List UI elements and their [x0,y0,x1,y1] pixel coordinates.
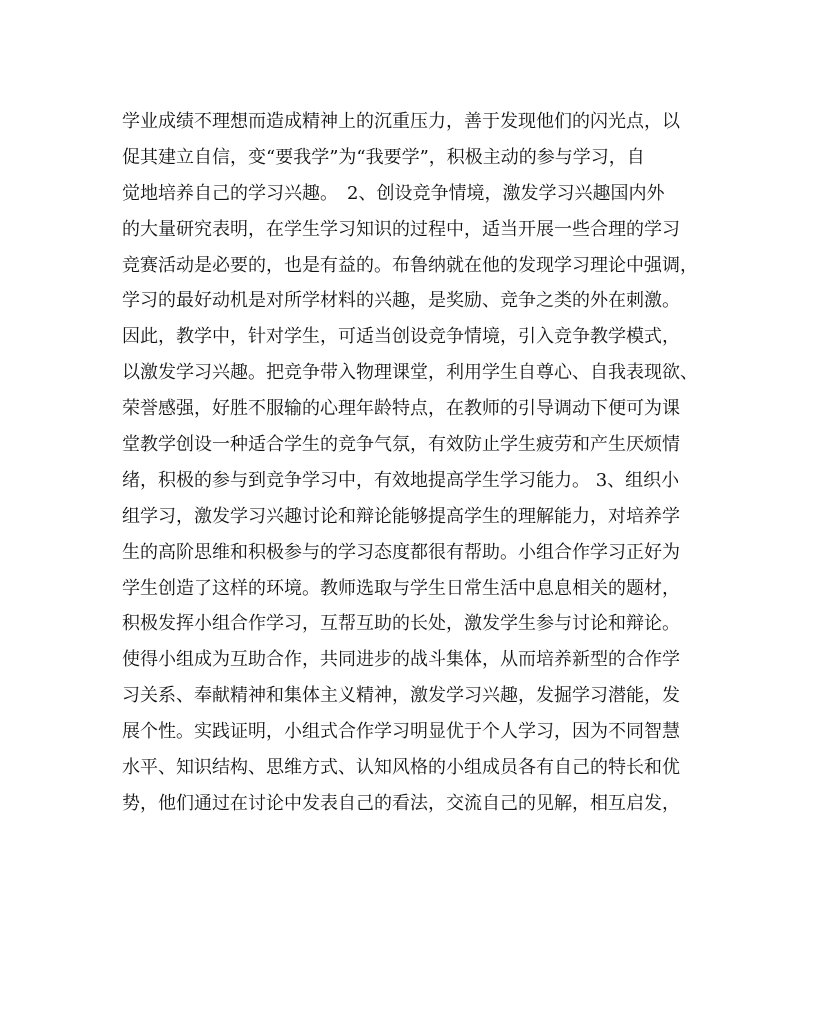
text-line: 学生创造了这样的环境。教师选取与学生日常生活中息息相关的题材， [122,577,680,599]
text-line: 绪，积极的参与到竞争学习中，有效地提高学生学习能力。 3、组织小 [122,469,680,491]
text-line: 使得小组成为互助合作，共同进步的战斗集体，从而培养新型的合作学 [122,649,680,671]
text-line: 展个性。实践证明，小组式合作学习明显优于个人学习，因为不同智慧 [122,721,680,743]
text-line: 学业成绩不理想而造成精神上的沉重压力，善于发现他们的闪光点，以 [122,111,680,132]
text-line: 生的高阶思维和积极参与的学习态度都很有帮助。小组合作学习正好为 [122,541,680,563]
text-line: 习关系、奉献精神和集体主义精神，激发学习兴趣，发掘学习潜能，发 [122,685,680,707]
text-line: 积极发挥小组合作学习，互帮互助的长处，激发学生参与讨论和辩论。 [122,613,680,635]
text-line: 荣誉感强，好胜不服输的心理年龄特点，在教师的引导调动下便可为课 [122,398,680,420]
body-text [122,104,722,822]
text-line: 势，他们通过在讨论中发表自己的看法，交流自己的见解，相互启发， [122,792,680,814]
text-line: 的大量研究表明，在学生学习知识的过程中，适当开展一些合理的学习 [122,218,680,240]
text-line: 组学习，激发学习兴趣讨论和辩论能够提高学生的理解能力，对培养学 [122,505,680,527]
text-line: 因此，教学中，针对学生，可适当创设竞争情境，引入竞争教学模式， [122,326,680,348]
text-line: 以激发学习兴趣。把竞争带入物理课堂，利用学生自尊心、自我表现欲、 [122,362,698,384]
text-line: 学习的最好动机是对所学材料的兴趣，是奖励、竞争之类的外在刺激。 [122,290,680,312]
text-line: 水平、知识结构、思维方式、认知风格的小组成员各有自己的特长和优 [122,757,680,779]
text-line: 竞赛活动是必要的，也是有益的。布鲁纳就在他的发现学习理论中强调， [122,254,698,276]
text-line: 觉地培养自己的学习兴趣。 2、创设竞争情境，激发学习兴趣国内外 [122,182,665,204]
text-line: 促其建立自信，变“要我学”为“我要学”，积极主动的参与学习，自 [122,146,645,168]
text-line: 堂教学创设一种适合学生的竞争气氛，有效防止学生疲劳和产生厌烦情 [122,434,680,456]
